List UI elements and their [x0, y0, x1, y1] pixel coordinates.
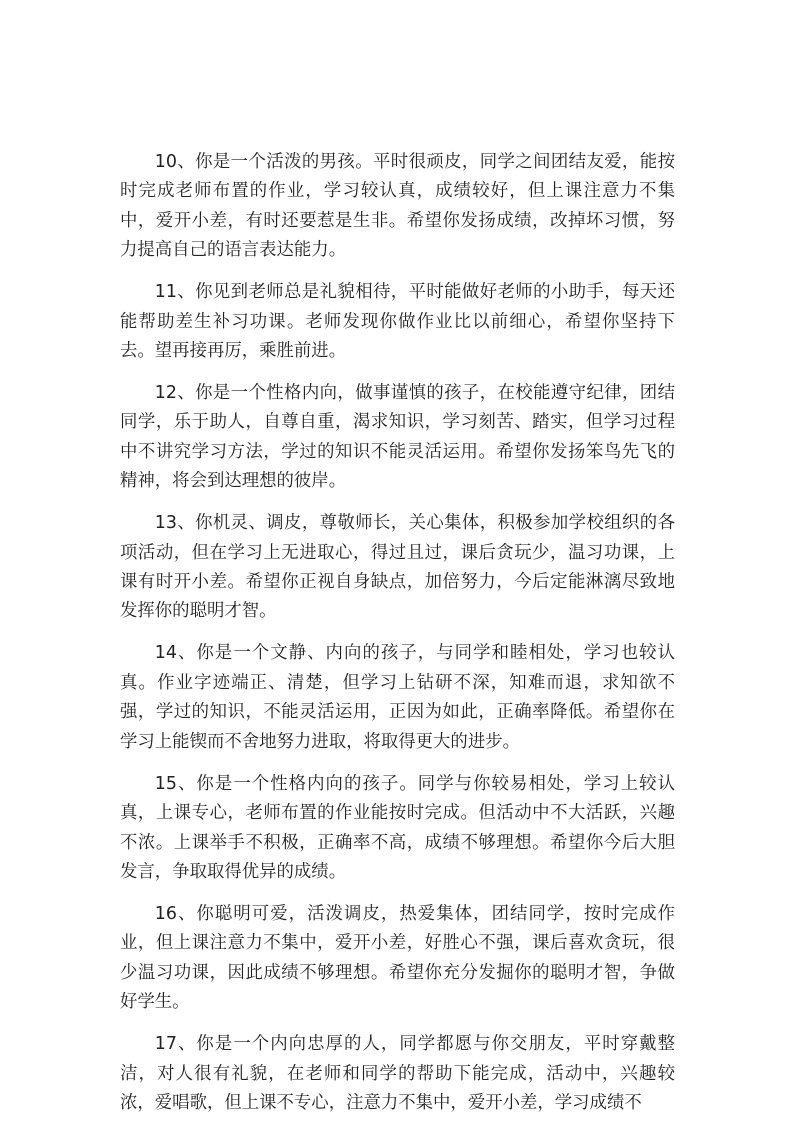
comment-paragraph-12: 12、你是一个性格内向，做事谨慎的孩子，在校能遵守纪律，团结同学，乐于助人，自尊自重，渴求知识，学习刻苦、踏实，但学习过程中不讲究学习方法，学过的知识不能灵活运用。希望你发扬笨鸟先飞的精神，将会到达理想的彼岸。	[120, 383, 675, 492]
document-page	[120, 148, 675, 1118]
comment-paragraph-17: 17、你是一个内向忠厚的人，同学都愿与你交朋友，平时穿戴整洁，对人很有礼貌，在老师和同学的帮助下能完成，活动中，兴趣较浓，爱唱歌，但上课不专心，注意力不集中，爱开小差，学习成绩不	[120, 1034, 675, 1113]
comment-paragraph-15: 15、你是一个性格内向的孩子。同学与你较易相处，学习上较认真，上课专心，老师布置的作业能按时完成。但活动中不大活跃，兴趣不浓。上课举手不积极，正确率不高，成绩不够理想。希望你今后大胆发言，争取取得优异的成绩。	[120, 773, 675, 882]
comment-paragraph-14: 14、你是一个文静、内向的孩子，与同学和睦相处，学习也较认真。作业字迹端正、清楚，但学习上钻研不深，知难而退，求知欲不强，学过的知识，不能灵活运用，正因为如此，正确率降低。希望你在学习上能锲而不舍地努力进取，将取得更大的进步。	[120, 643, 675, 752]
comment-paragraph-10: 10、你是一个活泼的男孩。平时很顽皮，同学之间团结友爱，能按时完成老师布置的作业，学习较认真，成绩较好，但上课注意力不集中，爱开小差，有时还要惹是生非。希望你发扬成绩，改掉坏习惯，努力提高自己的语言表达能力。	[120, 152, 675, 261]
comment-paragraph-16: 16、你聪明可爱，活泼调皮，热爱集体，团结同学，按时完成作业，但上课注意力不集中，爱开小差，好胜心不强，课后喜欢贪玩，很少温习功课，因此成绩不够理想。希望你充分发掘你的聪明才智，争做好学生。	[120, 903, 675, 1013]
comment-paragraph-13: 13、你机灵、调皮，尊敬师长，关心集体，积极参加学校组织的各项活动，但在学习上无进取心，得过且过，课后贪玩少，温习功课，上课有时开小差。希望你正视自身缺点，加倍努力，今后定能淋漓尽致地发挥你的聪明才智。	[120, 513, 675, 622]
comment-paragraph-11: 11、你见到老师总是礼貌相待，平时能做好老师的小助手，每天还能帮助差生补习功课。老师发现你做作业比以前细心，希望你坚持下去。望再接再厉，乘胜前进。	[120, 282, 675, 362]
